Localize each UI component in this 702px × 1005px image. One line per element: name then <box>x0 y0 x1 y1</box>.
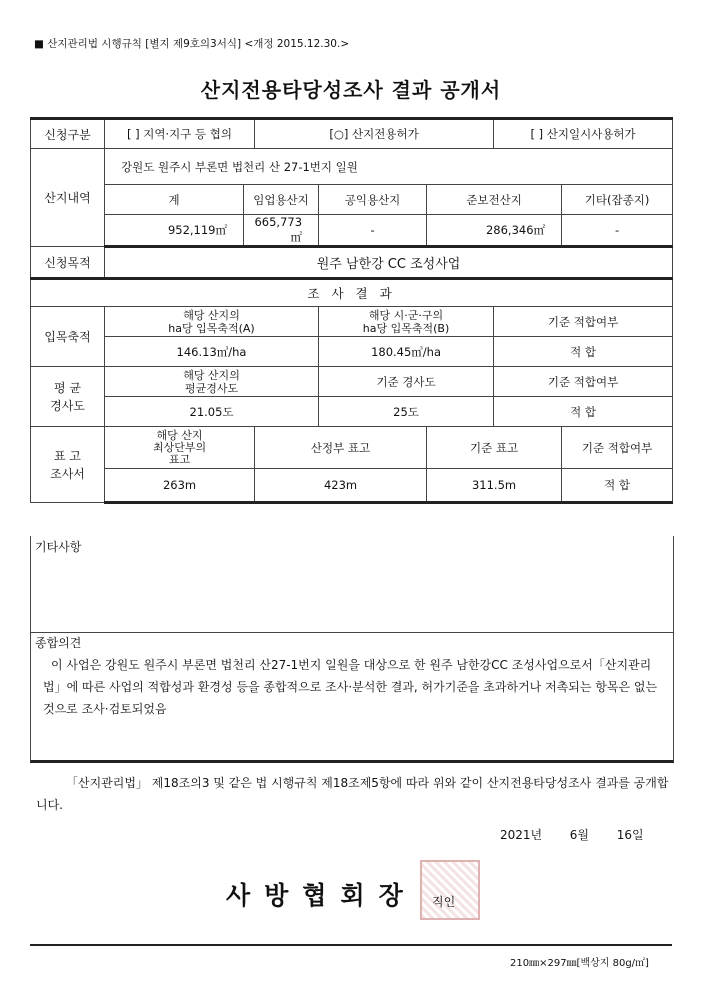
date-day: 16일 <box>616 828 644 842</box>
slope-compliance-header: 기준 적합여부 <box>494 367 673 397</box>
col-semi-preserved: 준보전산지 <box>427 185 562 215</box>
option-forest-conversion: [○] 산지전용허가 <box>255 119 494 149</box>
form-reference-note: ■ 산지관리법 시행규칙 [별지 제9호의3서식] <개정 2015.12.30.> <box>34 38 350 50</box>
elevation-peak-value: 423m <box>255 469 427 503</box>
elevation-standard-value: 311.5m <box>427 469 562 503</box>
slope-standard-header: 기준 경사도 <box>319 367 494 397</box>
value-other: - <box>562 215 673 247</box>
col-total: 계 <box>105 185 244 215</box>
seal-label: 직인 <box>432 895 456 909</box>
elevation-site-header: 해당 산지 최상단부의 표고 <box>105 427 255 469</box>
col-other: 기타(잡종지) <box>562 185 673 215</box>
stocking-compliance-value: 적 합 <box>494 337 673 367</box>
value-semi-preserved: 286,346㎡ <box>427 215 562 247</box>
stocking-compliance-header: 기준 적합여부 <box>494 307 673 337</box>
elevation-compliance-header: 기준 적합여부 <box>562 427 673 469</box>
stocking-district-header: 해당 시·군·구의 ha당 입목축적(B) <box>319 307 494 337</box>
col-forestry-use: 임업용산지 <box>244 185 319 215</box>
slope-site-value: 21.05도 <box>105 397 319 427</box>
opinion-label: 종합의견 <box>35 636 82 650</box>
elevation-site-value: 263m <box>105 469 255 503</box>
date-year: 2021년 <box>500 828 543 842</box>
opinion-text: 이 사업은 강원도 원주시 부론면 법천리 산27-1번지 일원을 대상으로 한 원주 남한강CC 조성사업으로서「산지관리법」에 따른 사업의 적합성과 환경성 등을 종합적으로 조사·분석한 결과, 허가기준을 초과하거나 저촉되는 항목은 없는 것으로 조사·검토되었음 <box>43 658 658 716</box>
slope-label: 평 균 경사도 <box>31 367 105 427</box>
elevation-standard-header: 기준 표고 <box>427 427 562 469</box>
slope-compliance-value: 적 합 <box>494 397 673 427</box>
purpose-value: 원주 남한강 CC 조성사업 <box>105 247 673 279</box>
bottom-divider <box>30 944 672 946</box>
disclosure-statement: 「산지관리법」 제18조의3 및 같은 법 시행규칙 제18조제5항에 따라 위와 같이 산지전용타당성조사 결과를 공개합니다. <box>36 776 669 812</box>
official-seal-stamp <box>420 860 480 920</box>
results-heading: 조 사 결 과 <box>31 279 673 307</box>
slope-standard-value: 25도 <box>319 397 494 427</box>
elevation-compliance-value: 적 합 <box>562 469 673 503</box>
slope-site-header: 해당 산지의 평균경사도 <box>105 367 319 397</box>
value-forestry-use: 665,773㎡ <box>244 215 319 247</box>
stocking-site-value: 146.13㎥/ha <box>105 337 319 367</box>
issue-date <box>500 826 670 843</box>
notes-section <box>30 536 674 633</box>
opinion-section <box>30 632 674 763</box>
date-month: 6월 <box>569 828 590 842</box>
stocking-district-value: 180.45㎥/ha <box>319 337 494 367</box>
notes-label: 기타사항 <box>35 540 82 554</box>
document-title: 산지전용타당성조사 결과 공개서 <box>200 78 502 102</box>
stocking-site-header: 해당 산지의 ha당 입목축적(A) <box>105 307 319 337</box>
value-total: 952,119㎡ <box>105 215 244 247</box>
option-temporary-use: [ ] 산지일시사용허가 <box>494 119 673 149</box>
elevation-peak-header: 산정부 표고 <box>255 427 427 469</box>
stocking-label: 입목축적 <box>31 307 105 367</box>
elevation-label: 표 고 조사서 <box>31 427 105 503</box>
value-public-use: - <box>319 215 427 247</box>
signer-name: 사방협회장 <box>226 881 417 910</box>
disclosure-form-table <box>30 117 673 504</box>
option-region-consultation: [ ] 지역·지구 등 협의 <box>105 119 255 149</box>
paper-spec: 210㎜×297㎜[백상지 80g/㎡] <box>510 958 649 969</box>
purpose-label: 신청목적 <box>31 247 105 279</box>
site-address: 강원도 원주시 부론면 법천리 산 27-1번지 일원 <box>105 149 673 185</box>
forest-details-label: 산지내역 <box>31 149 105 247</box>
application-type-label: 신청구분 <box>31 119 105 149</box>
col-public-use: 공익용산지 <box>319 185 427 215</box>
